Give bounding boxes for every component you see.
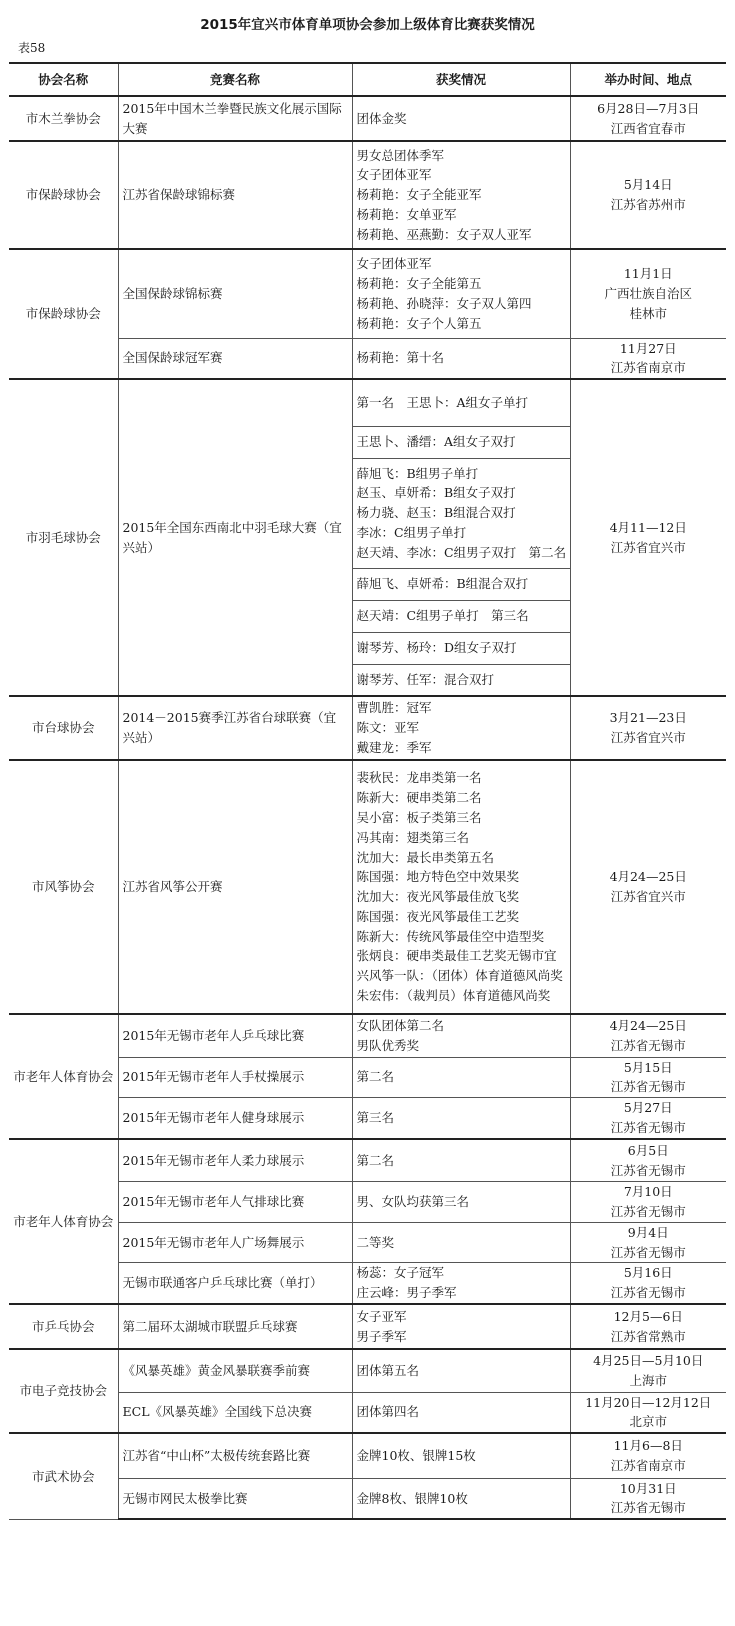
table-row bbox=[9, 249, 726, 338]
time-place-line: 6月28日—7月3日 bbox=[597, 100, 700, 116]
award-line: 第二名 bbox=[356, 1069, 395, 1085]
award-line: 第二名 bbox=[356, 1152, 395, 1168]
time-place-line: 6月5日 bbox=[627, 1142, 669, 1158]
time-place-line: 江苏省宜兴市 bbox=[610, 889, 686, 905]
award-cell bbox=[352, 249, 570, 338]
event-name-cell: 2015年无锡市老年人手杖操展示 bbox=[118, 1057, 352, 1098]
time-place-cell bbox=[570, 141, 726, 249]
award-line: 陈国强：地方特色空中效果奖 bbox=[356, 869, 520, 885]
time-place-line: 5月14日 bbox=[623, 177, 673, 193]
award-line: 团体第五名 bbox=[356, 1362, 420, 1378]
award-line: 吴小富：板子类第三名 bbox=[356, 809, 482, 825]
award-line: 女子团体亚军 bbox=[356, 167, 432, 183]
table-row bbox=[9, 96, 726, 141]
award-line: 杨莉艳：女子个人第五 bbox=[356, 315, 482, 331]
time-place-line: 11月20日—12月12日 bbox=[585, 1394, 712, 1410]
association-cell: 市乒乓协会 bbox=[9, 1304, 118, 1349]
association-cell: 市电子竞技协会 bbox=[9, 1349, 118, 1433]
award-line: 二等奖 bbox=[356, 1234, 395, 1250]
time-place-line: 江苏省无锡市 bbox=[610, 1079, 686, 1095]
award-line: 女子团体亚军 bbox=[356, 256, 432, 272]
time-place-cell bbox=[570, 1014, 726, 1057]
event-name-cell: 2014－2015赛季江苏省台球联赛（宜兴站） bbox=[118, 696, 352, 760]
time-place-cell bbox=[570, 96, 726, 141]
time-place-cell bbox=[570, 1057, 726, 1098]
award-cell bbox=[352, 1433, 570, 1478]
award-line: 杨莉艳：女子全能第五 bbox=[356, 275, 482, 291]
table-row bbox=[9, 1433, 726, 1478]
event-name-cell: ECL《风暴英雄》全国线下总决赛 bbox=[118, 1392, 352, 1433]
award-cell bbox=[352, 1349, 570, 1392]
award-cell bbox=[352, 96, 570, 141]
awards-table bbox=[9, 62, 726, 1520]
award-cell bbox=[352, 1222, 570, 1263]
time-place-line: 4月11—12日 bbox=[609, 519, 687, 535]
event-name-cell: 2015年无锡市老年人气排球比赛 bbox=[118, 1182, 352, 1223]
time-place-cell bbox=[570, 1182, 726, 1223]
association-cell: 市台球协会 bbox=[9, 696, 118, 760]
event-name-cell: 2015年中国木兰拳暨民族文化展示国际大赛 bbox=[118, 96, 352, 141]
time-place-line: 江苏省无锡市 bbox=[610, 1037, 686, 1053]
time-place-cell bbox=[570, 1433, 726, 1478]
time-place-line: 11月27日 bbox=[619, 340, 677, 356]
table-row bbox=[9, 141, 726, 249]
association-cell: 市保龄球协会 bbox=[9, 141, 118, 249]
award-line: 张炳良：硬串类最佳工艺奖无锡市宜 bbox=[356, 948, 557, 964]
header-event: 竞赛名称 bbox=[118, 63, 352, 96]
time-place-cell bbox=[570, 249, 726, 338]
award-line: 赵天靖：C组男子单打 第三名 bbox=[356, 608, 529, 624]
table-row bbox=[9, 1304, 726, 1349]
time-place-line: 江苏省苏州市 bbox=[610, 197, 686, 212]
award-cell bbox=[352, 1139, 570, 1182]
time-place-line: 江苏省南京市 bbox=[610, 1457, 686, 1473]
award-line: 陈新大：传统风筝最佳空中造型奖 bbox=[356, 928, 545, 944]
award-line: 兴风筝一队：（团体）体育道德风尚奖 bbox=[356, 968, 563, 984]
time-place-cell bbox=[570, 696, 726, 760]
time-place-line: 12月5—6日 bbox=[613, 1308, 683, 1324]
award-cell bbox=[352, 1182, 570, 1223]
award-line: 曹凯胜：冠军 bbox=[356, 700, 432, 716]
time-place-line: 北京市 bbox=[629, 1414, 667, 1430]
event-name-cell: 无锡市网民太极拳比赛 bbox=[118, 1478, 352, 1519]
award-line: 男、女队均获第三名 bbox=[356, 1194, 470, 1210]
award-cell bbox=[352, 379, 570, 426]
time-place-line: 5月15日 bbox=[623, 1059, 673, 1075]
award-line: 杨力骁、赵玉：B组混合双打 bbox=[356, 505, 516, 521]
award-cell bbox=[352, 1057, 570, 1098]
award-cell bbox=[352, 760, 570, 1014]
association-cell: 市老年人体育协会 bbox=[9, 1014, 118, 1139]
time-place-line: 4月25日—5月10日 bbox=[593, 1353, 704, 1369]
time-place-cell bbox=[570, 1392, 726, 1433]
association-cell: 市风筝协会 bbox=[9, 760, 118, 1014]
award-line: 金牌8枚、银牌10枚 bbox=[356, 1490, 468, 1506]
time-place-line: 4月24—25日 bbox=[609, 1018, 687, 1034]
award-cell bbox=[352, 664, 570, 696]
time-place-cell bbox=[570, 1304, 726, 1349]
event-name-cell: 2015年无锡市老年人柔力球展示 bbox=[118, 1139, 352, 1182]
time-place-cell bbox=[570, 760, 726, 1014]
time-place-line: 江苏省无锡市 bbox=[610, 1285, 686, 1301]
award-cell bbox=[352, 338, 570, 379]
time-place-line: 江苏省无锡市 bbox=[610, 1119, 686, 1135]
time-place-line: 4月24—25日 bbox=[609, 869, 687, 885]
award-cell bbox=[352, 1478, 570, 1519]
award-line: 李冰：C组男子单打 bbox=[356, 524, 467, 540]
award-cell bbox=[352, 600, 570, 632]
award-line: 朱宏伟：（裁判员）体育道德风尚奖 bbox=[356, 988, 551, 1004]
time-place-line: 5月27日 bbox=[623, 1100, 673, 1116]
award-cell bbox=[352, 1098, 570, 1139]
time-place-line: 11月6—8日 bbox=[613, 1438, 683, 1454]
award-cell bbox=[352, 1014, 570, 1057]
award-line: 薛旭飞：B组男子单打 bbox=[356, 465, 479, 481]
association-cell: 市保龄球协会 bbox=[9, 249, 118, 379]
event-name-cell: 全国保龄球冠军赛 bbox=[118, 338, 352, 379]
award-cell bbox=[352, 426, 570, 458]
award-line: 沈加大：最长串类第五名 bbox=[356, 849, 495, 865]
table-row bbox=[9, 1014, 726, 1057]
time-place-line: 江苏省无锡市 bbox=[610, 1500, 686, 1516]
table-row bbox=[9, 696, 726, 760]
award-line: 薛旭飞、卓妍希：B组混合双打 bbox=[356, 576, 529, 592]
award-line: 男队优秀奖 bbox=[356, 1037, 420, 1053]
award-line: 陈文：亚军 bbox=[356, 720, 420, 736]
event-name-cell: 无锡市联通客户乒乓球比赛（单打） bbox=[118, 1263, 352, 1304]
time-place-cell bbox=[570, 1098, 726, 1139]
table-body bbox=[9, 96, 726, 1519]
award-line: 男子季军 bbox=[356, 1328, 407, 1344]
time-place-line: 上海市 bbox=[629, 1372, 667, 1388]
table-row bbox=[9, 760, 726, 1014]
award-line: 女子亚军 bbox=[356, 1308, 407, 1324]
time-place-cell bbox=[570, 1222, 726, 1263]
event-name-cell: 江苏省保龄球锦标赛 bbox=[118, 141, 352, 249]
award-line: 裴秋民：龙串类第一名 bbox=[356, 770, 482, 786]
time-place-line: 江苏省无锡市 bbox=[610, 1244, 686, 1260]
award-line: 杨莉艳：第十名 bbox=[356, 350, 445, 366]
award-cell bbox=[352, 632, 570, 664]
award-line: 冯其南：翅类第三名 bbox=[356, 829, 470, 845]
table-row bbox=[9, 1139, 726, 1182]
time-place-line: 广西壮族自治区 bbox=[604, 285, 692, 301]
award-line: 王思卜、潘缙：A组女子双打 bbox=[356, 434, 516, 450]
table-label: 表58 bbox=[18, 41, 46, 55]
award-cell bbox=[352, 1263, 570, 1304]
event-name-cell: 2015年无锡市老年人广场舞展示 bbox=[118, 1222, 352, 1263]
time-place-line: 江苏省无锡市 bbox=[610, 1162, 686, 1178]
table-row bbox=[9, 1349, 726, 1392]
event-name-cell: 2015年无锡市老年人乒乓球比赛 bbox=[118, 1014, 352, 1057]
association-cell: 市羽毛球协会 bbox=[9, 379, 118, 696]
award-line: 谢琴芳、任军：混合双打 bbox=[356, 671, 495, 687]
award-line: 陈新大：硬串类第二名 bbox=[356, 790, 482, 806]
table-row bbox=[9, 379, 726, 426]
time-place-line: 江西省宜春市 bbox=[610, 120, 686, 136]
association-cell: 市木兰拳协会 bbox=[9, 96, 118, 141]
header-time-place: 举办时间、地点 bbox=[570, 63, 726, 96]
time-place-line: 江苏省常熟市 bbox=[610, 1328, 686, 1344]
event-name-cell: 江苏省风筝公开赛 bbox=[118, 760, 352, 1014]
event-name-cell: 2015年全国东西南北中羽毛球大赛（宜兴站） bbox=[118, 379, 352, 696]
time-place-line: 江苏省无锡市 bbox=[610, 1204, 686, 1220]
award-line: 团体金奖 bbox=[356, 110, 407, 126]
header-association: 协会名称 bbox=[9, 63, 118, 96]
association-cell: 市武术协会 bbox=[9, 1433, 118, 1519]
award-line: 陈国强：夜光风筝最佳工艺奖 bbox=[356, 908, 520, 924]
time-place-cell bbox=[570, 1349, 726, 1392]
award-line: 杨莉艳：女子全能亚军 bbox=[356, 187, 482, 203]
time-place-line: 5月16日 bbox=[623, 1265, 673, 1281]
event-name-cell: 江苏省“中山杯”太极传统套路比赛 bbox=[118, 1433, 352, 1478]
time-place-cell bbox=[570, 338, 726, 379]
header-awards: 获奖情况 bbox=[352, 63, 570, 96]
award-line: 庄云峰：男子季军 bbox=[356, 1285, 457, 1301]
award-line: 杨蕊：女子冠军 bbox=[356, 1265, 445, 1281]
award-cell bbox=[352, 1304, 570, 1349]
award-line: 第三名 bbox=[356, 1110, 395, 1126]
award-cell bbox=[352, 568, 570, 600]
event-name-cell: 全国保龄球锦标赛 bbox=[118, 249, 352, 338]
time-place-cell bbox=[570, 379, 726, 696]
event-name-cell: 第二届环太湖城市联盟乒乓球赛 bbox=[118, 1304, 352, 1349]
time-place-line: 3月21—23日 bbox=[609, 710, 687, 726]
award-line: 金牌10枚、银牌15枚 bbox=[356, 1448, 476, 1463]
award-cell bbox=[352, 141, 570, 249]
award-cell bbox=[352, 1392, 570, 1433]
award-line: 赵天靖、李冰：C组男子双打 第二名 bbox=[356, 544, 567, 560]
award-cell bbox=[352, 458, 570, 568]
time-place-line: 江苏省南京市 bbox=[610, 360, 686, 376]
event-name-cell: 《风暴英雄》黄金风暴联赛季前赛 bbox=[118, 1349, 352, 1392]
award-cell bbox=[352, 696, 570, 760]
award-line: 杨莉艳、孙晓萍：女子双人第四 bbox=[356, 295, 532, 311]
award-line: 女队团体第二名 bbox=[356, 1018, 445, 1034]
time-place-line: 江苏省宜兴市 bbox=[610, 539, 686, 555]
award-line: 杨莉艳、巫燕勤：女子双人亚军 bbox=[356, 226, 532, 242]
time-place-line: 江苏省宜兴市 bbox=[610, 730, 686, 746]
time-place-line: 10月31日 bbox=[619, 1480, 677, 1496]
award-line: 戴建龙：季军 bbox=[356, 739, 432, 755]
time-place-cell bbox=[570, 1139, 726, 1182]
award-line: 第一名 王思卜：A组女子单打 bbox=[356, 394, 529, 410]
time-place-line: 9月4日 bbox=[627, 1224, 669, 1240]
award-line: 沈加大：夜光风筝最佳放飞奖 bbox=[356, 889, 520, 905]
time-place-line: 桂林市 bbox=[629, 305, 667, 321]
event-name-cell: 2015年无锡市老年人健身球展示 bbox=[118, 1098, 352, 1139]
time-place-line: 7月10日 bbox=[623, 1184, 673, 1200]
document-title: 2015年宜兴市体育单项协会参加上级体育比赛获奖情况 bbox=[200, 17, 535, 33]
award-line: 赵玉、卓妍希：B组女子双打 bbox=[356, 485, 516, 501]
award-line: 团体第四名 bbox=[356, 1404, 420, 1420]
time-place-line: 11月1日 bbox=[623, 266, 673, 282]
time-place-cell bbox=[570, 1263, 726, 1304]
table-header-row bbox=[9, 63, 726, 96]
award-line: 谢琴芳、杨玲：D组女子双打 bbox=[356, 640, 517, 656]
award-line: 男女总团体季军 bbox=[356, 147, 445, 163]
award-line: 杨莉艳：女单亚军 bbox=[356, 206, 457, 222]
association-cell: 市老年人体育协会 bbox=[9, 1139, 118, 1304]
time-place-cell bbox=[570, 1478, 726, 1519]
